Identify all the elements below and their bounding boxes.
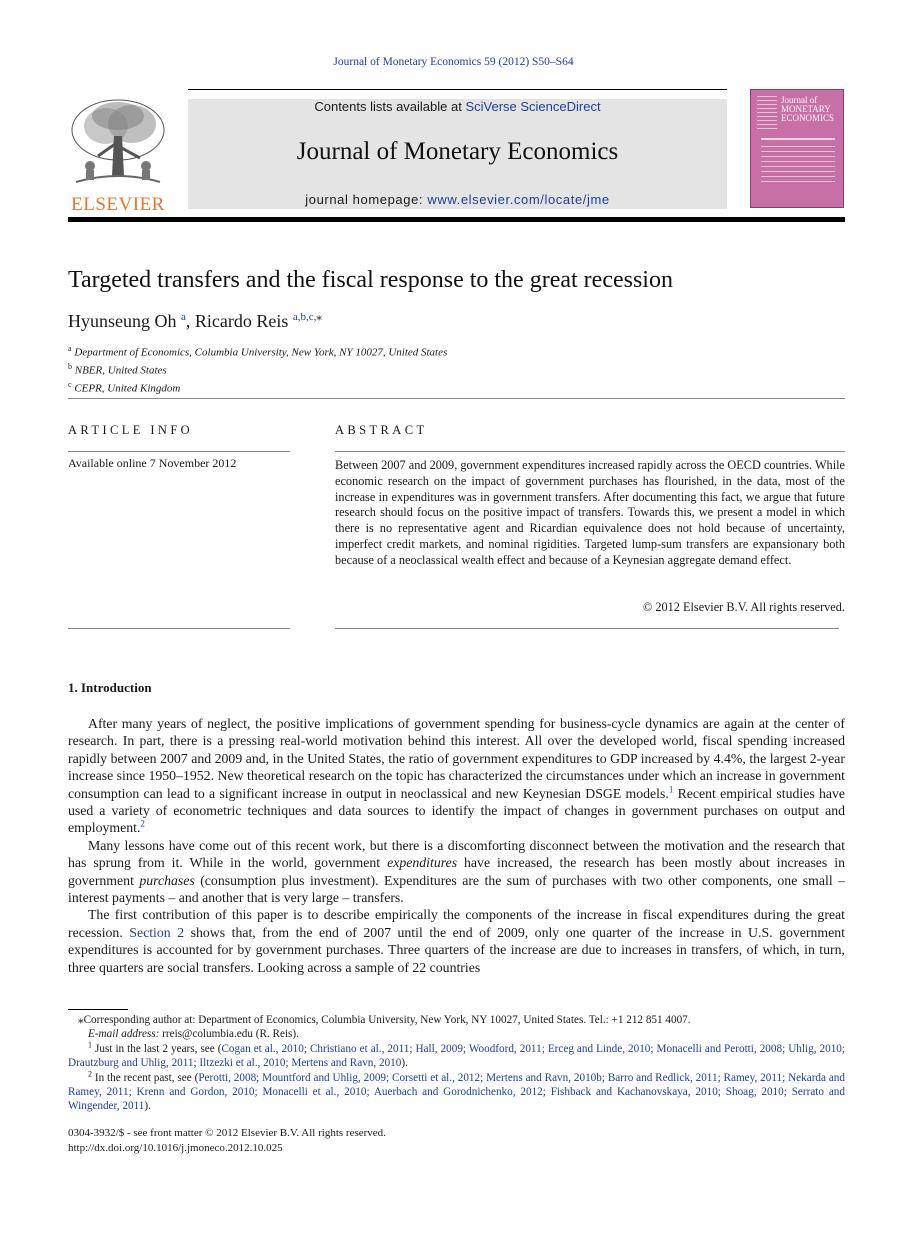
divider bbox=[68, 451, 290, 452]
cover-contents bbox=[761, 146, 835, 186]
footnote-email: E-mail address: rreis@columbia.edu (R. Reis). bbox=[88, 1028, 299, 1041]
sciencedirect-link[interactable]: SciVerse ScienceDirect bbox=[465, 99, 601, 114]
footnote-1: $^1$ Just in the last 2 years, see (Cogan et al., 2010; Christiano et al., 2011; Hall, 2009; Woodford, 2011; Erceg and Linde, 2010; Monacelli and Perotti, 2008; Uhlig, 2010; Drautzburg and Uhlig, 2011; Iltzezki et al., 2010; Mertens and Ravn, 2010). bbox=[68, 1040, 845, 1070]
journal-cover-thumbnail[interactable] bbox=[750, 89, 844, 208]
footnotes bbox=[68, 1013, 845, 1114]
homepage-link[interactable]: www.elsevier.com/locate/jme bbox=[427, 192, 610, 207]
cover-line bbox=[761, 138, 835, 140]
header-thick-rule bbox=[68, 217, 845, 222]
paragraph: After many years of neglect, the positive implications of government spending for business-cycle dynamics are again at the center of research. In part, there is a pressing real-world motivation behind this interest. All over the developed world, fiscal spending increased rapidly between 2007 and 2009 and, in the United States, the ratio of government expenditures to GDP increased by 4.4%, the largest 2-year increase since 1950–1952. New theoretical research on the topic has characterized the circumstances under which an increase in government consumption can lead to a significant increase in output in neoclassical and new Keynesian DSGE models.$^1$ Recent empirical studies have used a variety of econometric techniques and data sources to identify the impact of changes in government purchases on output and employment.$^2$ bbox=[68, 716, 845, 836]
divider bbox=[68, 398, 845, 399]
homepage-line bbox=[188, 192, 727, 207]
contents-prefix: Contents lists available at bbox=[314, 99, 466, 114]
cover-journal-name: Journal of MONETARY ECONOMICS bbox=[781, 95, 835, 123]
author-separator: , bbox=[185, 311, 195, 331]
journal-title: Journal of Monetary Economics bbox=[296, 138, 619, 165]
available-online: Available online 7 November 2012 bbox=[68, 456, 237, 470]
paragraph: Many lessons have come out of this recent work, but there is a discomforting disconnect between the motivation and the research that has sprung from it. While in the world, government expenditures have increased, the research has been mostly about increases in government purchases (consumption plus investment). Expenditures are the sum of purchases with two other components, one small – interest payments – and another that is very large – transfers. bbox=[68, 837, 845, 906]
affiliation-list bbox=[68, 342, 447, 396]
affiliation-marker[interactable]: a bbox=[181, 311, 186, 323]
abstract-copyright: © 2012 Elsevier B.V. All rights reserved. bbox=[642, 600, 845, 614]
contents-line bbox=[188, 99, 727, 114]
affiliation-item: $^a$ Department of Economics, Columbia University, New York, NY 10027, United States bbox=[68, 344, 448, 359]
abstract-heading: ABSTRACT bbox=[335, 423, 428, 437]
reference-links[interactable]: Cogan et al., 2010; Christiano et al., 2011; Hall, 2009; Woodford, 2011; Erceg and Linde, 2010; Monacelli and Perotti, 2008; Uhlig, 2010; Drautzburg and Uhlig, 2011; Iltzezki et al., 2010; Mertens and Ravn, 2010 bbox=[68, 1042, 845, 1070]
footnote-marker[interactable]: 1 bbox=[668, 784, 674, 795]
journal-reference[interactable]: Journal of Monetary Economics 59 (2012) S50–S64 bbox=[333, 56, 574, 68]
divider bbox=[335, 628, 839, 629]
footnote-marker[interactable]: 2 bbox=[140, 818, 145, 829]
author-list bbox=[68, 310, 322, 332]
intro-body bbox=[68, 715, 845, 976]
front-matter bbox=[68, 1126, 386, 1155]
author-name[interactable]: Ricardo Reis bbox=[194, 311, 289, 331]
affiliation-marker[interactable]: a,b,c,⁎ bbox=[292, 311, 322, 323]
article-title: Targeted transfers and the fiscal response to the great recession bbox=[68, 267, 673, 293]
corresponding-star-icon[interactable]: ⁎ bbox=[316, 311, 322, 323]
divider bbox=[68, 628, 290, 629]
header-rule bbox=[188, 89, 727, 90]
doi-line[interactable]: http://dx.doi.org/10.1016/j.jmoneco.2012.10.025 bbox=[68, 1141, 283, 1154]
footnote-rule bbox=[68, 1009, 128, 1010]
abstract-text: Between 2007 and 2009, government expenditures increased rapidly across the OECD countries. While economic research on the impact of government purchases has flourished, in the data, most of the increase in expenditures was in government transfers. After documenting this fact, we argue that future research should focus on the positive impact of transfers. Towards this, we present a model in which there is no representative agent and Ricardian equivalence does not hold because of uncertainty, imperfect credit markets, and nominal rigidities. Targeted lump-sum transfers are expansionary both because of a neoclassical wealth effect and because of a Keynesian aggregate demand effect. bbox=[335, 458, 845, 567]
affiliation-item: $^c$ CEPR, United Kingdom bbox=[68, 380, 181, 395]
publisher-wordmark: ELSEVIER bbox=[71, 194, 165, 215]
section-link[interactable]: Section 2 bbox=[129, 924, 185, 940]
divider bbox=[335, 451, 845, 452]
article-info-heading: ARTICLE INFO bbox=[68, 423, 194, 437]
issn-line: 0304-3932/$ - see front matter © 2012 Elsevier B.V. All rights reserved. bbox=[68, 1127, 386, 1139]
paragraph: The first contribution of this paper is to describe empirically the components of the increase in fiscal expenditures during the great recession. Section 2 shows that, from the end of 2007 until the end of 2009, only one quarter of the increase in U.S. government expenditures is accounted for by government purchases. Three quarters of the increase are due to increases in transfers, of which, in turn, three quarters are social transfers. Looking across a sample of 22 countries bbox=[68, 907, 845, 975]
footnote-corresponding: ⁎Corresponding author at: Department of Economics, Columbia University, New York, NY 10027, United States. Tel.: +1 212 851 4007. bbox=[78, 1014, 691, 1026]
author-name[interactable]: Hyunseung Oh bbox=[68, 311, 177, 331]
section-heading: 1. Introduction bbox=[68, 680, 152, 695]
homepage-prefix: journal homepage: bbox=[305, 192, 428, 207]
reference-links[interactable]: Perotti, 2008; Mountford and Uhlig, 2009; Corsetti et al., 2012; Mertens and Ravn, 2010b; Barro and Redlick, 2011; Ramey, 2011; Nekarda and Ramey, 2011; Krenn and Gordon, 2010; Monacelli et al., 2010; Auerbach and Gorodnichenko, 2012; Fishback and Kachanovskaya, 2010; Shoag, 2010; Serrato and Wingender, 2011 bbox=[68, 1071, 845, 1113]
elsevier-logo bbox=[68, 96, 168, 215]
cover-sidebar bbox=[757, 96, 777, 132]
elsevier-tree-icon bbox=[68, 96, 168, 192]
affiliation-item: $^b$ NBER, United States bbox=[68, 362, 167, 377]
footnote-2: $^2$ In the recent past, see (Perotti, 2008; Mountford and Uhlig, 2009; Corsetti et al., 2012; Mertens and Ravn, 2010b; Barro and Redlick, 2011; Ramey, 2011; Nekarda and Ramey, 2011; Krenn and Gordon, 2010; Monacelli et al., 2010; Auerbach and Gorodnichenko, 2012; Fishback and Kachanovskaya, 2010; Shoag, 2010; Serrato and Wingender, 2011). bbox=[68, 1068, 845, 1113]
